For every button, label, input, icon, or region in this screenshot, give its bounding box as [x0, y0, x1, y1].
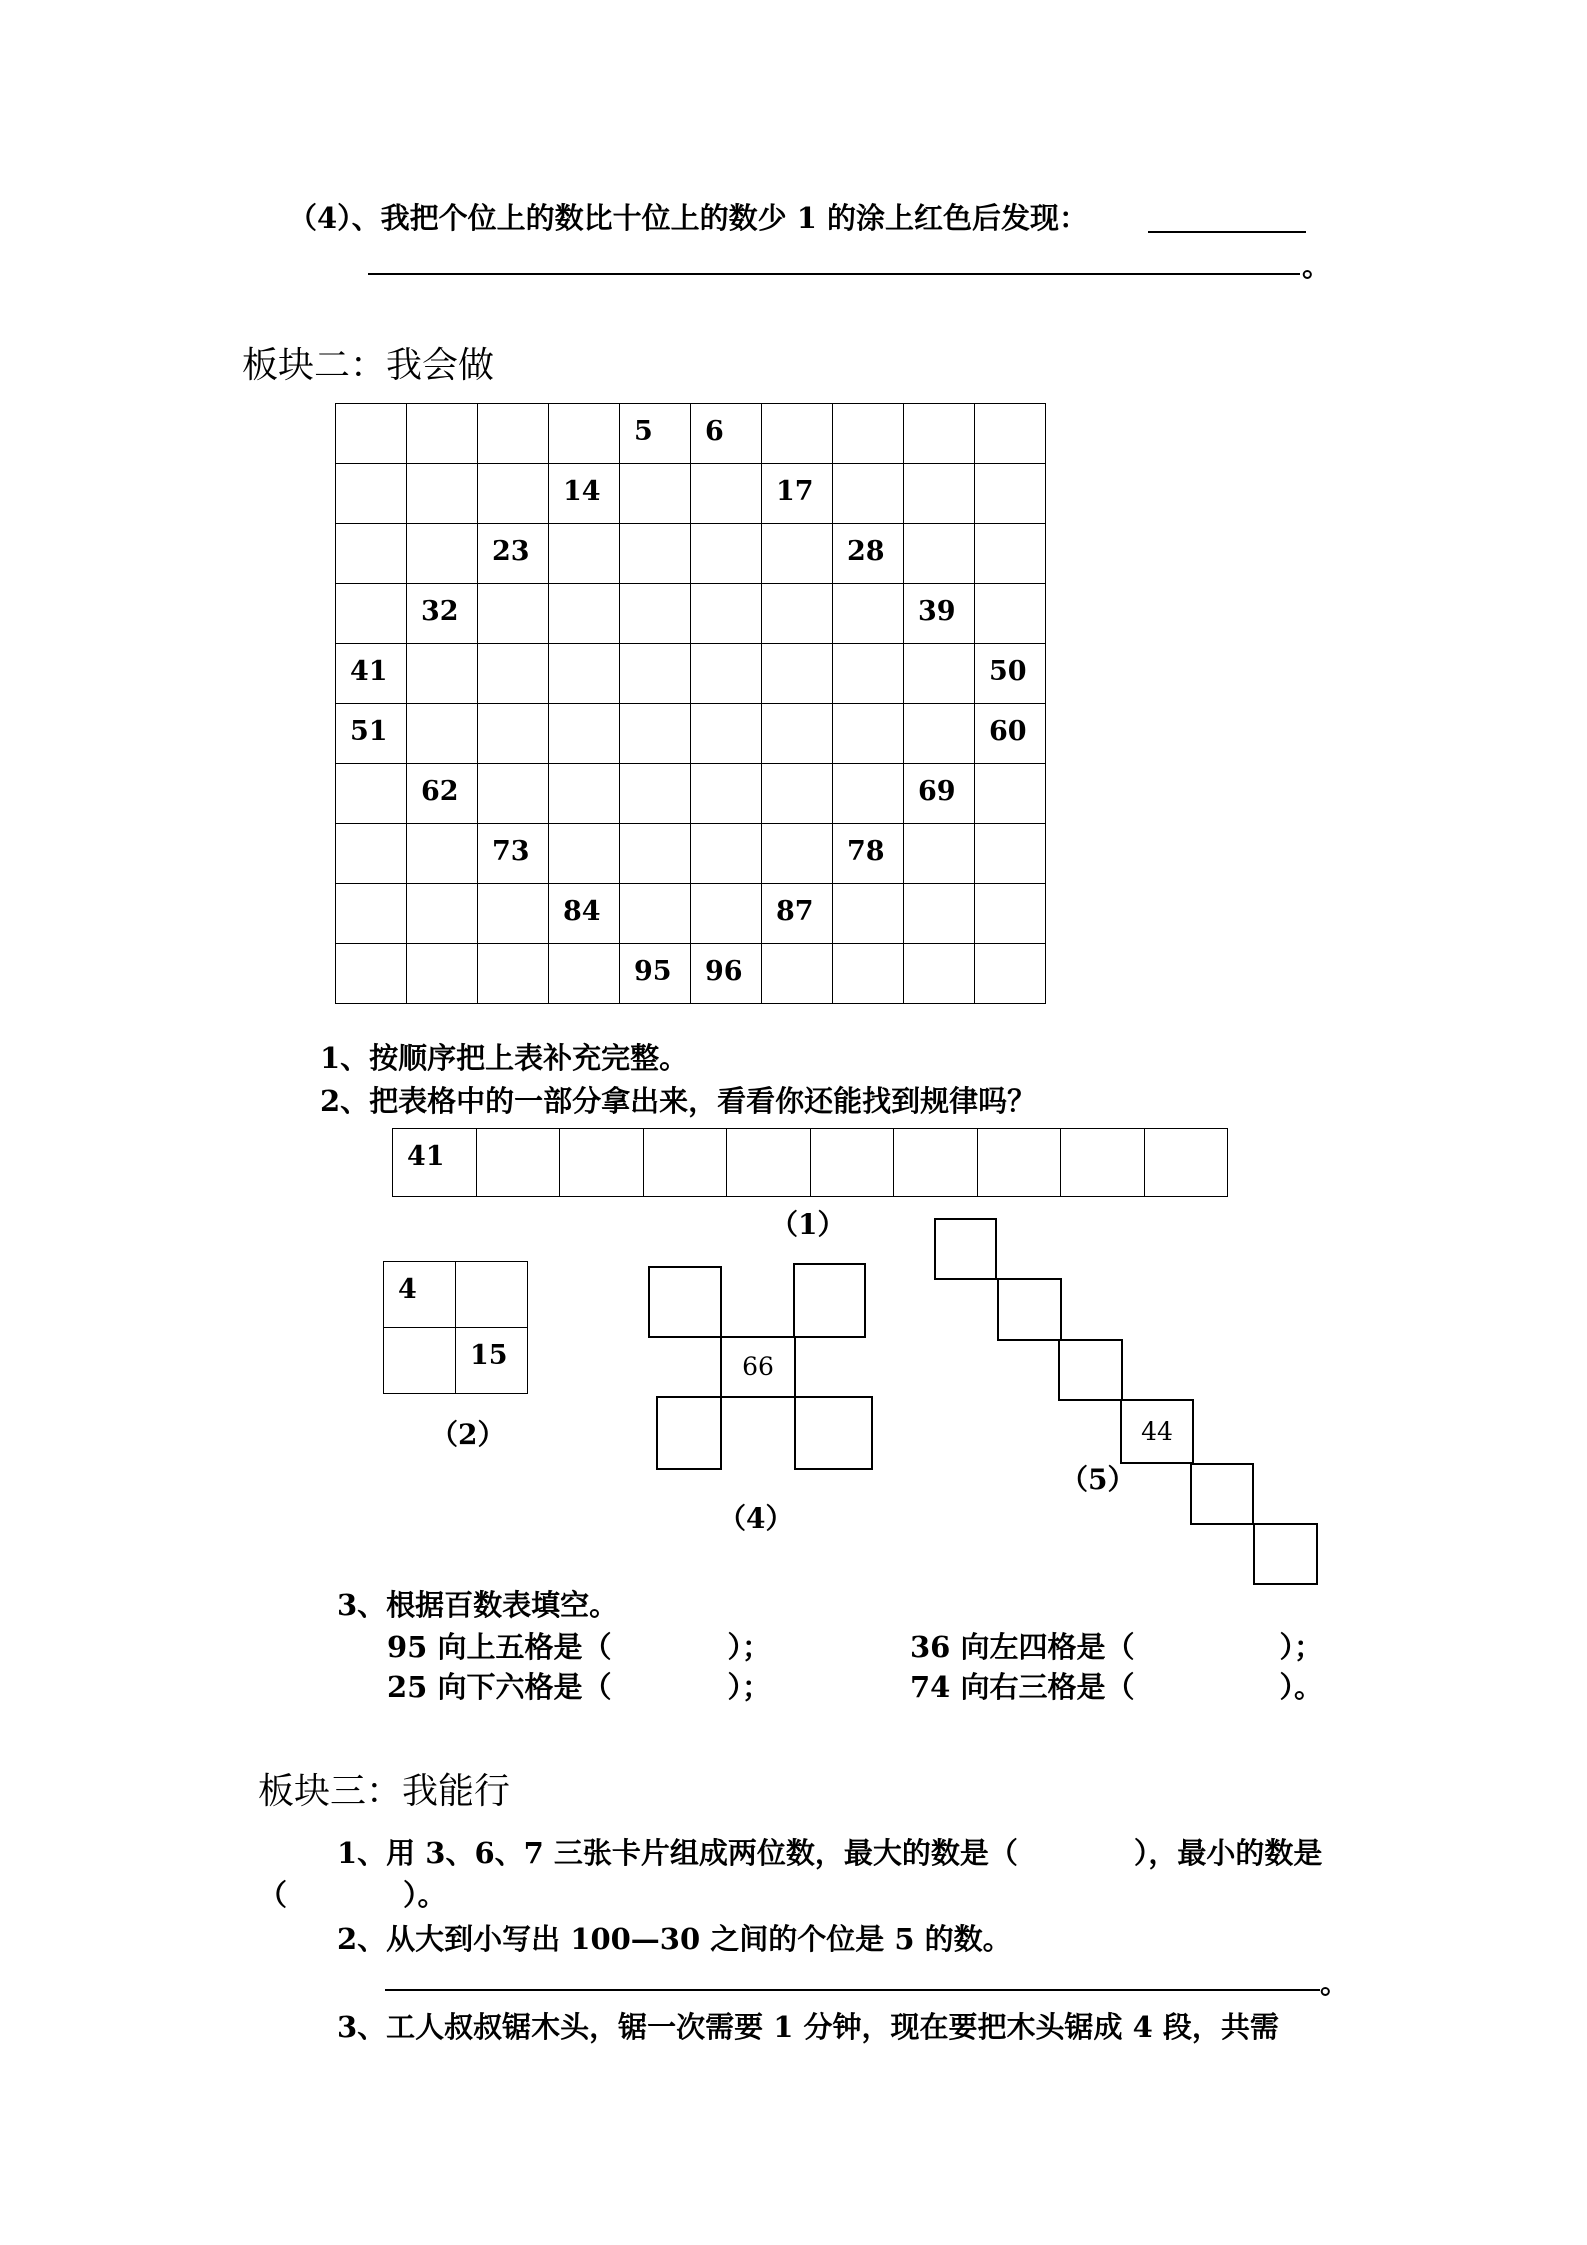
hundred-table-cell-value: [833, 464, 903, 476]
strip1-cell-value: [1145, 1129, 1228, 1141]
s3-answer-line[interactable]: [385, 1989, 1320, 1991]
hundred-table-cell-value: [549, 524, 619, 536]
hundred-table-cell-value: [407, 944, 477, 956]
hundred-table-cell-value: 69: [918, 776, 956, 807]
hundred-table-row: [336, 764, 1046, 824]
hundred-table-cell: [549, 464, 620, 524]
diag-cell-5[interactable]: [1190, 1463, 1254, 1525]
hundred-table-cell[interactable]: [336, 944, 407, 1004]
diag-cell-1[interactable]: [934, 1218, 997, 1280]
hundred-table-cell[interactable]: [904, 884, 975, 944]
hundred-table-cell-value: [904, 944, 974, 956]
hundred-table-row: [336, 704, 1046, 764]
hundred-table-cell[interactable]: [336, 524, 407, 584]
fill-36-left[interactable]: 36 向左四格是（ ）；: [910, 1630, 1323, 1664]
square2-cell-value: [456, 1262, 527, 1274]
hundred-table-cell-value: [478, 404, 548, 416]
hundred-table-cell[interactable]: [833, 944, 904, 1004]
hundred-table-cell[interactable]: [833, 884, 904, 944]
hundred-table-cell-value: [904, 464, 974, 476]
hundred-table-cell-value: [762, 584, 832, 596]
period-mark-2: 。: [1320, 1966, 1350, 2000]
square2-cell[interactable]: [456, 1262, 528, 1328]
hundred-table-row: [336, 464, 1046, 524]
hundred-table-cell[interactable]: [336, 884, 407, 944]
diag-cell-3[interactable]: [1058, 1339, 1123, 1401]
hundred-table-cell-value: [336, 404, 406, 416]
hundred-table-cell-value: [407, 404, 477, 416]
question-1: 1、按顺序把上表补充完整。: [320, 1041, 689, 1075]
hundred-table-cell-value: [336, 944, 406, 956]
hundred-table-cell[interactable]: [407, 524, 478, 584]
strip1-cell-value: [894, 1129, 977, 1141]
hundred-table-cell[interactable]: [620, 524, 691, 584]
hundred-table-cell: [762, 464, 833, 524]
hundred-table-cell-value: [833, 584, 903, 596]
hundred-table-cell-value: 28: [847, 536, 885, 567]
s3-question-2: 2、从大到小写出 100—30 之间的个位是 5 的数。: [337, 1922, 1012, 1956]
fill-25-down[interactable]: 25 向下六格是（ ）；: [387, 1670, 771, 1704]
diag-cell-2[interactable]: [997, 1278, 1062, 1341]
hundred-table-cell[interactable]: [549, 764, 620, 824]
hundred-table-cell-value: [975, 764, 1045, 776]
strip1-cell[interactable]: [1144, 1129, 1228, 1197]
square-2: [383, 1261, 528, 1394]
hundred-table-cell[interactable]: [833, 704, 904, 764]
hundred-table-cell-value: [407, 464, 477, 476]
answer-line-short[interactable]: [1148, 231, 1306, 233]
hundred-table-cell[interactable]: [478, 764, 549, 824]
hundred-table-cell-value: [478, 764, 548, 776]
hundred-table-cell: [975, 644, 1046, 704]
strip1-cell[interactable]: [977, 1129, 1061, 1197]
hundred-table-cell-value: 6: [705, 416, 724, 447]
hundred-table-cell[interactable]: [407, 464, 478, 524]
hundred-table-cell-value: [691, 644, 761, 656]
hundred-table-cell: [691, 944, 762, 1004]
hundred-table-cell-value: [691, 764, 761, 776]
question-3: 3、根据百数表填空。: [337, 1588, 619, 1622]
hundred-table-row: [336, 884, 1046, 944]
label-5: （5）: [1060, 1463, 1136, 1496]
hundred-table-cell[interactable]: [904, 824, 975, 884]
hundred-table-cell[interactable]: [833, 584, 904, 644]
hundred-table-cell-value: [620, 704, 690, 716]
hundred-table-cell-value: 41: [350, 656, 388, 687]
strip1-row: [393, 1129, 1228, 1197]
hundred-table-cell[interactable]: [975, 584, 1046, 644]
strip1-cell-value: [1061, 1129, 1144, 1141]
hundred-table-cell[interactable]: [762, 704, 833, 764]
square2-cell: [384, 1262, 456, 1328]
hundred-table-cell[interactable]: [549, 704, 620, 764]
cross-top-right-cell[interactable]: [793, 1263, 866, 1338]
hundred-table-cell-value: [620, 524, 690, 536]
hundred-table-cell-value: 84: [563, 896, 601, 927]
hundred-table-cell-value: [691, 524, 761, 536]
strip1-cell[interactable]: [727, 1129, 811, 1197]
hundred-table-cell-value: [407, 824, 477, 836]
hundred-table-cell[interactable]: [478, 404, 549, 464]
fill-95-up[interactable]: 95 向上五格是（ ）；: [387, 1630, 771, 1664]
hundred-table-cell[interactable]: [336, 764, 407, 824]
hundred-table-cell-value: [620, 884, 690, 896]
hundred-table-cell-value: [336, 884, 406, 896]
hundred-table-cell[interactable]: [407, 704, 478, 764]
strip1-cell[interactable]: [894, 1129, 978, 1197]
hundred-table-cell: [904, 764, 975, 824]
strip1-cell-value: [727, 1129, 810, 1141]
strip1-cell[interactable]: [810, 1129, 894, 1197]
hundred-table-cell-value: [549, 584, 619, 596]
hundred-table-cell[interactable]: [975, 464, 1046, 524]
hundred-table-cell-value: [549, 644, 619, 656]
strip1-cell-value: [811, 1129, 894, 1141]
hundred-table-cell[interactable]: [407, 404, 478, 464]
hundred-table-cell-value: [620, 764, 690, 776]
square2-cell-value: [384, 1328, 455, 1340]
label-1: （1）: [770, 1208, 846, 1241]
hundred-table-cell-value: [478, 644, 548, 656]
hundred-table-cell: [620, 404, 691, 464]
hundred-table: [335, 403, 1046, 1004]
hundred-table-cell-value: [407, 644, 477, 656]
square2-cell-value: 15: [470, 1340, 508, 1371]
square2-cell[interactable]: [384, 1328, 456, 1394]
cross-bottom-right-cell[interactable]: [794, 1396, 873, 1470]
hundred-table-cell-value: [904, 404, 974, 416]
hundred-table-cell: [975, 704, 1046, 764]
hundred-table-cell[interactable]: [833, 764, 904, 824]
hundred-table-cell-value: [975, 824, 1045, 836]
hundred-table-cell-value: [904, 644, 974, 656]
hundred-table-cell: [833, 824, 904, 884]
hundred-table-cell[interactable]: [407, 644, 478, 704]
hundred-table-cell-value: [762, 404, 832, 416]
hundred-table-cell-value: [691, 584, 761, 596]
hundred-table-cell-value: [904, 524, 974, 536]
hundred-table-cell[interactable]: [762, 584, 833, 644]
hundred-table-cell: [762, 884, 833, 944]
hundred-table-cell: [407, 584, 478, 644]
hundred-table-cell-value: [620, 584, 690, 596]
strip1-cell[interactable]: [643, 1129, 727, 1197]
hundred-table-cell[interactable]: [478, 884, 549, 944]
diag-cell-6[interactable]: [1253, 1523, 1318, 1585]
fill-74-right[interactable]: 74 向右三格是（ ）。: [910, 1670, 1323, 1704]
hundred-table-cell-value: [478, 944, 548, 956]
hundred-table-cell-value: 50: [989, 656, 1027, 687]
hundred-table-cell[interactable]: [691, 764, 762, 824]
hundred-table-cell-value: [336, 764, 406, 776]
hundred-table-cell[interactable]: [549, 584, 620, 644]
hundred-table-cell[interactable]: [833, 404, 904, 464]
hundred-table-cell[interactable]: [478, 704, 549, 764]
strip1-cell[interactable]: [1061, 1129, 1145, 1197]
square2-row: [384, 1262, 528, 1328]
hundred-table-cell[interactable]: [620, 764, 691, 824]
hundred-table-cell[interactable]: [336, 584, 407, 644]
hundred-table-cell[interactable]: [336, 464, 407, 524]
hundred-table-cell[interactable]: [620, 884, 691, 944]
hundred-table-cell-value: [691, 464, 761, 476]
hundred-table-cell[interactable]: [620, 464, 691, 524]
hundred-table-cell-value: [691, 824, 761, 836]
hundred-table-cell[interactable]: [762, 824, 833, 884]
square2-row: [384, 1328, 528, 1394]
hundred-table-cell: [407, 764, 478, 824]
square2-cell: [456, 1328, 528, 1394]
hundred-table-cell[interactable]: [904, 644, 975, 704]
hundred-table-cell[interactable]: [762, 404, 833, 464]
hundred-table-cell-value: 51: [350, 716, 388, 747]
hundred-table-cell-value: [904, 884, 974, 896]
hundred-table-cell[interactable]: [904, 404, 975, 464]
label-2: （2）: [430, 1418, 506, 1451]
hundred-table-cell[interactable]: [549, 644, 620, 704]
hundred-table-cell-value: 39: [918, 596, 956, 627]
hundred-table-cell-value: [620, 824, 690, 836]
hundred-table-cell-value: [904, 704, 974, 716]
hundred-table-cell-value: 60: [989, 716, 1027, 747]
hundred-table-cell-value: [478, 584, 548, 596]
hundred-table-cell[interactable]: [691, 524, 762, 584]
hundred-table-cell[interactable]: [975, 824, 1046, 884]
hundred-table-cell[interactable]: [549, 524, 620, 584]
hundred-table-cell-value: [833, 644, 903, 656]
hundred-table-cell-value: 32: [421, 596, 459, 627]
hundred-table-cell[interactable]: [691, 644, 762, 704]
hundred-table-cell-value: [762, 824, 832, 836]
s3-question-3: 3、工人叔叔锯木头，锯一次需要 1 分钟，现在要把木头锯成 4 段，共需: [337, 2010, 1279, 2044]
s3-question-1-b[interactable]: （ ）。: [258, 1878, 447, 1912]
hundred-table-cell-value: [336, 584, 406, 596]
strip1-cell-value: [560, 1129, 643, 1141]
hundred-table-cell-value: [336, 524, 406, 536]
hundred-table-cell[interactable]: [478, 464, 549, 524]
hundred-table-cell: [549, 884, 620, 944]
hundred-table-cell[interactable]: [549, 944, 620, 1004]
hundred-table-cell-value: 73: [492, 836, 530, 867]
hundred-table-cell-value: [620, 464, 690, 476]
hundred-table-cell[interactable]: [691, 884, 762, 944]
hundred-table-cell-value: [549, 764, 619, 776]
cross-bottom-left-cell[interactable]: [656, 1396, 722, 1470]
hundred-table-cell[interactable]: [549, 404, 620, 464]
strip1-cell-value: [477, 1129, 560, 1141]
hundred-table-cell-value: 23: [492, 536, 530, 567]
hundred-table-cell[interactable]: [975, 884, 1046, 944]
strip1-cell-value: 41: [407, 1141, 445, 1172]
hundred-table-cell[interactable]: [478, 584, 549, 644]
section3-title: 板块三：我能行: [258, 1771, 511, 1812]
hundred-table-cell-value: 87: [776, 896, 814, 927]
hundred-table-cell[interactable]: [762, 764, 833, 824]
hundred-table-cell: [478, 524, 549, 584]
hundred-table-row: [336, 644, 1046, 704]
hundred-table-cell-value: [975, 884, 1045, 896]
hundred-table-cell-value: [975, 524, 1045, 536]
hundred-table-row: [336, 404, 1046, 464]
hundred-table-cell-value: [549, 944, 619, 956]
s3-question-1-a[interactable]: 1、用 3、6、7 三张卡片组成两位数，最大的数是（ ），最小的数是: [337, 1836, 1323, 1870]
hundred-table-row: [336, 824, 1046, 884]
hundred-table-cell[interactable]: [975, 944, 1046, 1004]
hundred-table-cell-value: 17: [776, 476, 814, 507]
hundred-table-cell-value: 96: [705, 956, 743, 987]
hundred-table-cell-value: [762, 644, 832, 656]
hundred-table-row: [336, 524, 1046, 584]
hundred-table-cell[interactable]: [407, 944, 478, 1004]
cross-top-left-cell[interactable]: [648, 1266, 722, 1338]
hundred-table-cell-value: [336, 824, 406, 836]
hundred-table-cell-value: [975, 404, 1045, 416]
period-mark: 。: [1302, 249, 1332, 283]
strip1-cell[interactable]: [560, 1129, 644, 1197]
hundred-table-cell-value: [833, 884, 903, 896]
question-2: 2、把表格中的一部分拿出来，看看你还能找到规律吗？: [320, 1084, 1037, 1118]
hundred-table-cell-value: [478, 884, 548, 896]
hundred-table-cell-value: [549, 404, 619, 416]
hundred-table-cell[interactable]: [620, 824, 691, 884]
hundred-table-cell-value: [762, 524, 832, 536]
hundred-table-cell-value: [975, 944, 1045, 956]
section2-title: 板块二：我会做: [242, 345, 495, 386]
hundred-table-cell: [833, 524, 904, 584]
hundred-table-cell-value: [549, 824, 619, 836]
hundred-table-cell: [478, 824, 549, 884]
label-4: （4）: [718, 1502, 794, 1535]
hundred-table-cell[interactable]: [620, 644, 691, 704]
strip1-cell[interactable]: [476, 1129, 560, 1197]
hundred-table-cell[interactable]: [691, 824, 762, 884]
hundred-table-row: [336, 944, 1046, 1004]
hundred-table-cell[interactable]: [620, 584, 691, 644]
hundred-table-cell[interactable]: [336, 824, 407, 884]
hundred-table-cell[interactable]: [691, 584, 762, 644]
hundred-table-cell-value: 5: [634, 416, 653, 447]
hundred-table-cell: [620, 944, 691, 1004]
hundred-table-cell[interactable]: [407, 884, 478, 944]
hundred-table-cell[interactable]: [549, 824, 620, 884]
hundred-table-cell[interactable]: [975, 524, 1046, 584]
hundred-table-cell-value: 62: [421, 776, 459, 807]
hundred-table-cell-value: [691, 884, 761, 896]
hundred-table-cell[interactable]: [336, 404, 407, 464]
hundred-table-cell[interactable]: [833, 464, 904, 524]
strip1-cell: [393, 1129, 477, 1197]
hundred-table-cell-value: [407, 524, 477, 536]
hundred-table-cell[interactable]: [478, 644, 549, 704]
hundred-table-cell-value: [620, 644, 690, 656]
hundred-table-cell[interactable]: [904, 944, 975, 1004]
cross-center-cell: 66: [720, 1336, 796, 1398]
hundred-table-cell-value: [833, 764, 903, 776]
hundred-table-row: [336, 584, 1046, 644]
hundred-table-cell: [336, 704, 407, 764]
hundred-table-cell-value: 78: [847, 836, 885, 867]
hundred-table-cell[interactable]: [478, 944, 549, 1004]
hundred-table-cell-value: [336, 464, 406, 476]
hundred-table-cell-value: [975, 584, 1045, 596]
hundred-table-cell-value: 14: [563, 476, 601, 507]
hundred-table-cell-value: [407, 884, 477, 896]
hundred-table-cell[interactable]: [904, 704, 975, 764]
part4-question: （4）、我把个位上的数比十位上的数少 1 的涂上红色后发现：: [288, 201, 1089, 235]
hundred-table-cell[interactable]: [762, 644, 833, 704]
hundred-table-cell-value: [762, 764, 832, 776]
strip1-cell-value: [978, 1129, 1061, 1141]
hundred-table-cell[interactable]: [407, 824, 478, 884]
hundred-table-cell-value: [833, 704, 903, 716]
hundred-table-cell[interactable]: [620, 704, 691, 764]
hundred-table-cell-value: [762, 704, 832, 716]
hundred-table-cell-value: [904, 824, 974, 836]
square2-cell-value: 4: [398, 1274, 417, 1305]
hundred-table-cell-value: [478, 464, 548, 476]
hundred-table-cell[interactable]: [691, 704, 762, 764]
hundred-table-cell-value: [549, 704, 619, 716]
hundred-table-cell-value: [407, 704, 477, 716]
hundred-table-cell-value: [975, 464, 1045, 476]
hundred-table-cell[interactable]: [904, 524, 975, 584]
hundred-table-cell[interactable]: [904, 464, 975, 524]
hundred-table-cell-value: [762, 944, 832, 956]
hundred-table-cell-value: [833, 944, 903, 956]
hundred-table-cell-value: 95: [634, 956, 672, 987]
hundred-table-cell[interactable]: [762, 944, 833, 1004]
hundred-table-cell-value: [478, 704, 548, 716]
hundred-table-cell: [904, 584, 975, 644]
answer-line-long[interactable]: [368, 273, 1300, 275]
hundred-table-cell[interactable]: [975, 404, 1046, 464]
hundred-table-cell-value: [833, 404, 903, 416]
hundred-table-cell[interactable]: [762, 524, 833, 584]
diag-cell-4: 44: [1120, 1399, 1194, 1464]
hundred-table-cell-value: [691, 704, 761, 716]
hundred-table-cell: [336, 644, 407, 704]
hundred-table-cell[interactable]: [691, 464, 762, 524]
hundred-table-cell[interactable]: [833, 644, 904, 704]
strip1-cell-value: [644, 1129, 727, 1141]
hundred-table-cell: [691, 404, 762, 464]
hundred-table-cell[interactable]: [975, 764, 1046, 824]
strip-1: [392, 1128, 1228, 1197]
